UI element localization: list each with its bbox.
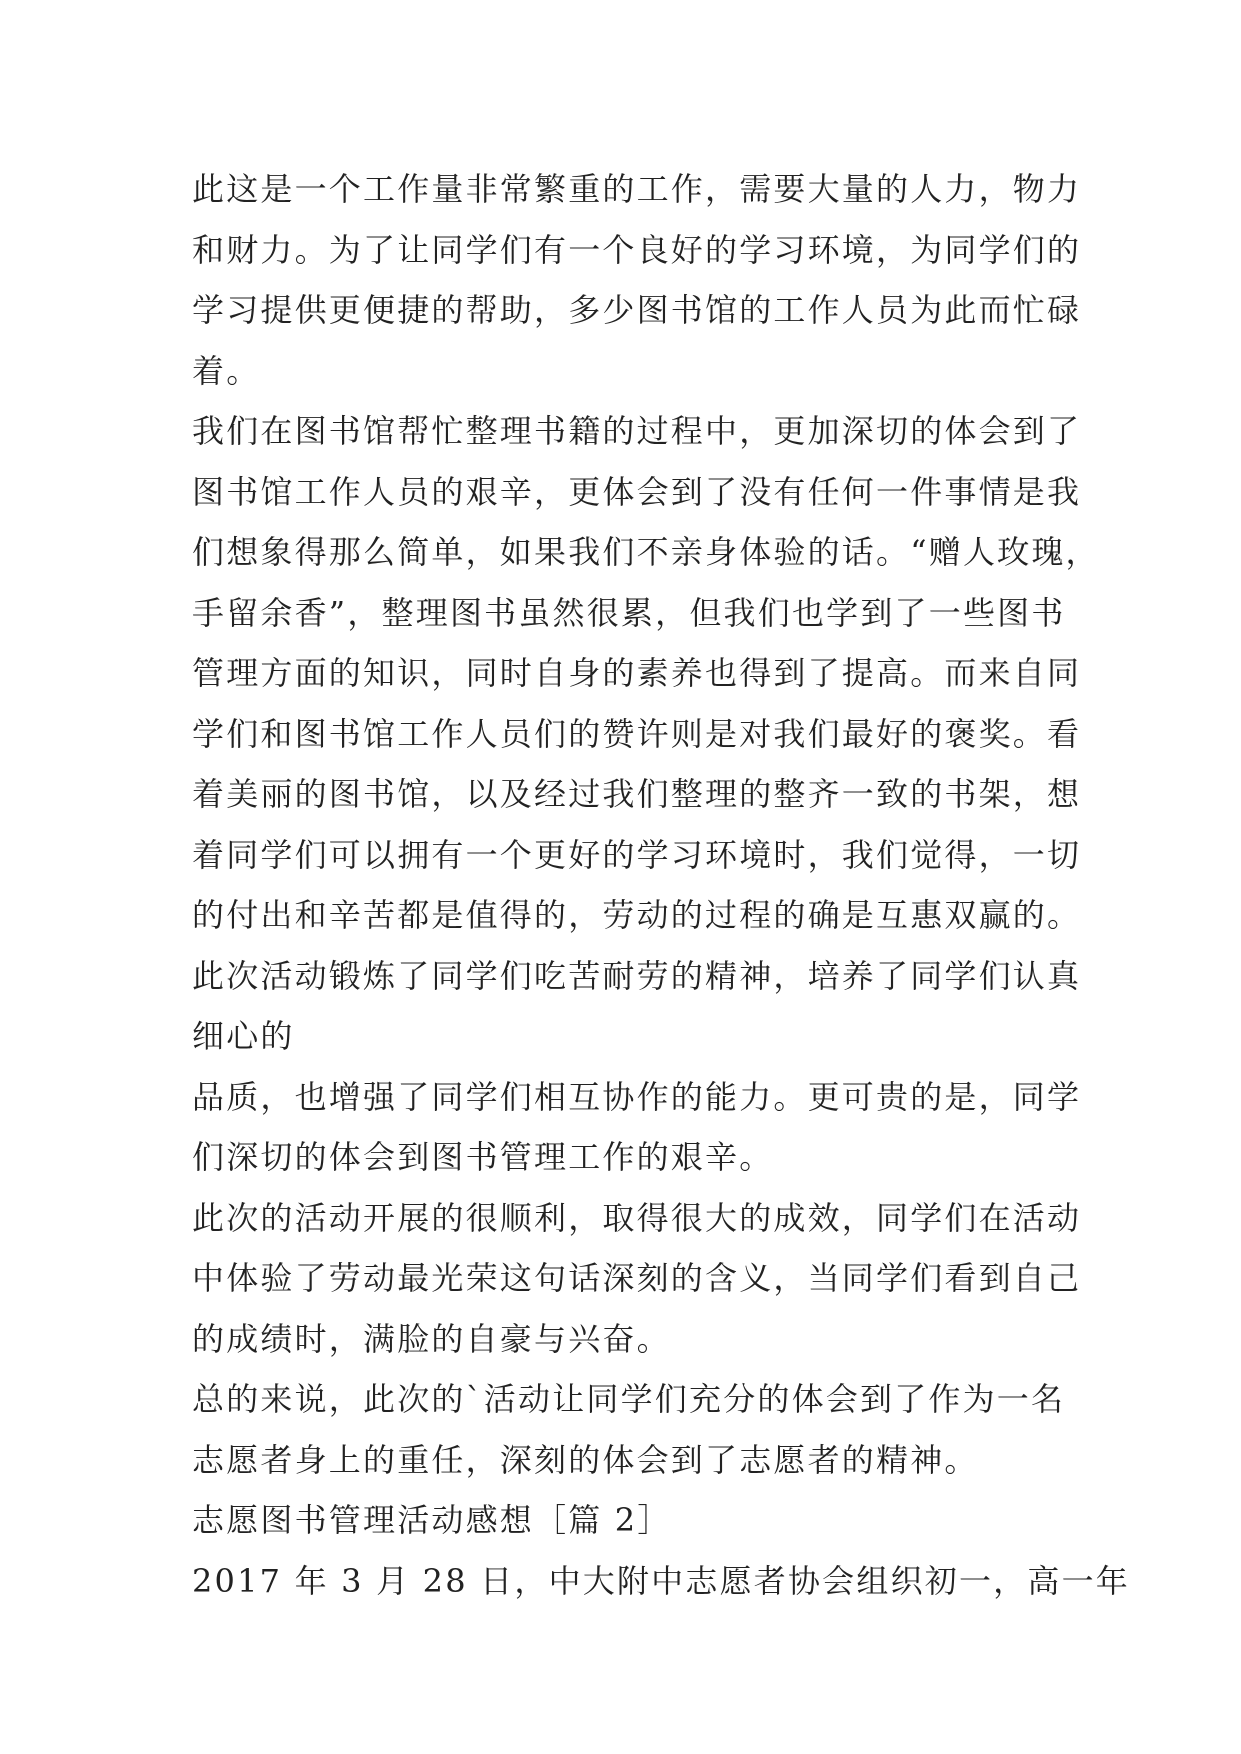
text-line: 图书馆工作人员的艰辛，更体会到了没有任何一件事情是我 bbox=[192, 472, 1082, 511]
text-line: 着。 bbox=[192, 351, 261, 390]
text-line: 和财力。为了让同学们有一个良好的学习环境，为同学们的 bbox=[192, 230, 1082, 269]
text-line: 学们和图书馆工作人员们的赞许则是对我们最好的褒奖。看 bbox=[192, 714, 1082, 753]
document-body bbox=[192, 159, 1130, 1611]
text-line: 着美丽的图书馆，以及经过我们整理的整齐一致的书架，想 bbox=[192, 775, 1082, 813]
text-line: 2017 年 3 月 28 日，中大附中志愿者协会组织初一，高一年 bbox=[192, 1561, 1130, 1600]
text-line: 此次的活动开展的很顺利，取得很大的成效，同学们在活动 bbox=[192, 1198, 1082, 1237]
text-line: 品质，也增强了同学们相互协作的能力。更可贵的是，同学 bbox=[192, 1077, 1082, 1116]
text-line: 此这是一个工作量非常繁重的工作，需要大量的人力，物力 bbox=[192, 170, 1082, 208]
text-line: 志愿者身上的重任，深刻的体会到了志愿者的精神。 bbox=[192, 1440, 979, 1479]
text-line: 此次活动锻炼了同学们吃苦耐劳的精神，培养了同学们认真 bbox=[192, 956, 1082, 995]
section-heading: 志愿图书管理活动感想［篇 2］ bbox=[192, 1501, 672, 1539]
text-line: 学习提供更便捷的帮助，多少图书馆的工作人员为此而忙碌 bbox=[192, 291, 1082, 329]
text-line: 我们在图书馆帮忙整理书籍的过程中，更加深切的体会到了 bbox=[192, 412, 1082, 450]
text-line: 的付出和辛苦都是值得的，劳动的过程的确是互惠双赢的。 bbox=[192, 896, 1082, 934]
text-line: 着同学们可以拥有一个更好的学习环境时，我们觉得，一切 bbox=[192, 835, 1082, 874]
text-line: 手留余香”，整理图书虽然很累，但我们也学到了一些图书 bbox=[192, 593, 1066, 632]
text-line: 们想象得那么简单，如果我们不亲身体验的话。“赠人玫瑰， bbox=[192, 533, 1100, 571]
text-line: 的成绩时，满脸的自豪与兴奋。 bbox=[192, 1319, 671, 1358]
text-line: 细心的 bbox=[192, 1017, 295, 1055]
text-line: 总的来说，此次的`活动让同学们充分的体会到了作为一名 bbox=[192, 1380, 1066, 1418]
text-line: 中体验了劳动最光荣这句话深刻的含义，当同学们看到自己 bbox=[192, 1259, 1082, 1297]
text-line: 管理方面的知识，同时自身的素养也得到了提高。而来自同 bbox=[192, 654, 1082, 692]
text-line: 们深切的体会到图书管理工作的艰辛。 bbox=[192, 1138, 774, 1176]
